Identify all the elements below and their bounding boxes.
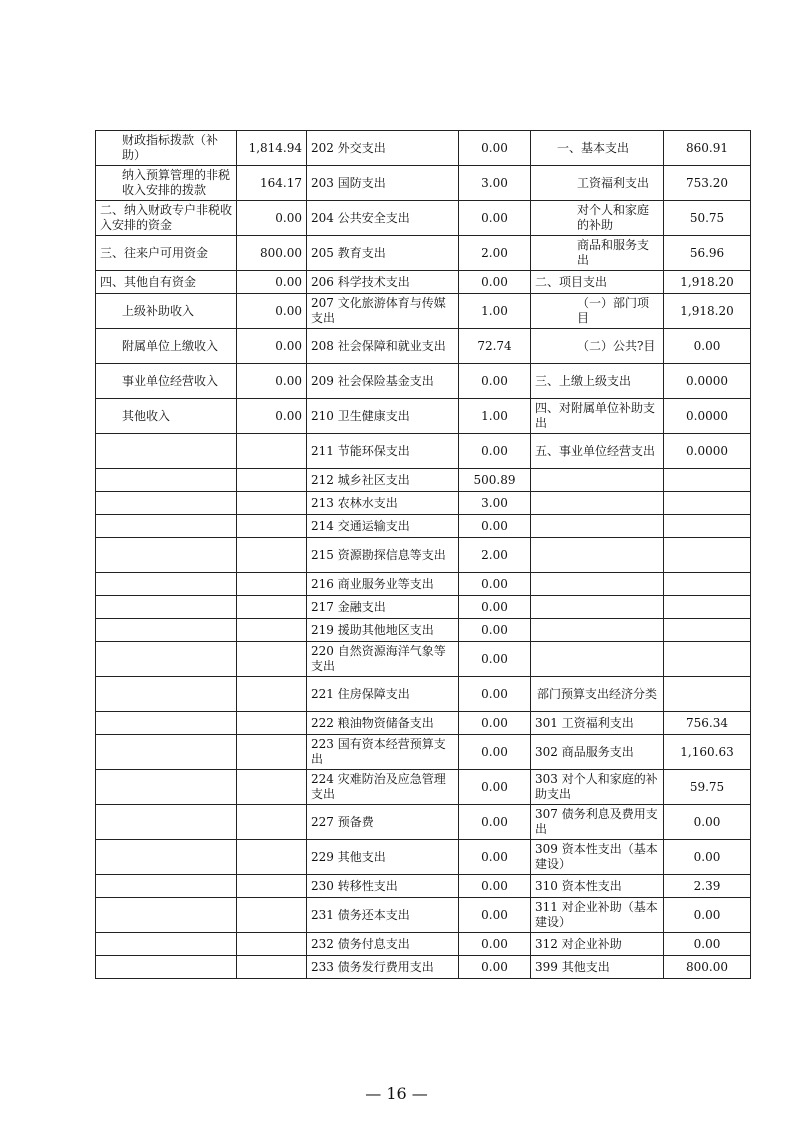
table-cell	[96, 933, 237, 956]
table-cell	[96, 875, 237, 898]
table-cell	[531, 469, 664, 492]
table-cell: 303 对个人和家庭的补助支出	[531, 770, 664, 805]
table-cell	[531, 538, 664, 573]
table-cell: 0.00	[237, 364, 307, 399]
table-cell	[664, 596, 751, 619]
table-cell: 214 交通运输支出	[307, 515, 459, 538]
table-cell	[237, 642, 307, 677]
table-cell	[237, 770, 307, 805]
table-cell	[237, 840, 307, 875]
table-cell: 0.00	[664, 898, 751, 933]
table-cell: 204 公共安全支出	[307, 201, 459, 236]
table-cell	[237, 875, 307, 898]
table-cell	[237, 933, 307, 956]
budget-table	[95, 130, 751, 979]
table-row	[96, 166, 751, 201]
table-cell: 1,918.20	[664, 294, 751, 329]
table-cell	[96, 596, 237, 619]
table-cell: 223 国有资本经营预算支出	[307, 735, 459, 770]
table-row	[96, 294, 751, 329]
table-cell: 800.00	[664, 956, 751, 979]
table-cell: 0.00	[237, 329, 307, 364]
table-row	[96, 131, 751, 166]
table-cell	[96, 840, 237, 875]
table-cell	[664, 619, 751, 642]
table-cell	[237, 434, 307, 469]
table-cell: 0.00	[459, 573, 531, 596]
table-cell	[531, 515, 664, 538]
table-cell	[96, 956, 237, 979]
table-row	[96, 619, 751, 642]
table-cell	[96, 677, 237, 712]
table-cell	[96, 712, 237, 735]
table-cell	[96, 538, 237, 573]
table-cell: 0.00	[459, 898, 531, 933]
table-cell: 1.00	[459, 399, 531, 434]
table-cell: 756.34	[664, 712, 751, 735]
table-cell	[237, 538, 307, 573]
table-cell	[237, 677, 307, 712]
table-cell: 59.75	[664, 770, 751, 805]
table-cell: （一）部门项目	[531, 294, 664, 329]
table-cell: 229 其他支出	[307, 840, 459, 875]
table-row	[96, 642, 751, 677]
table-cell: 307 债务利息及费用支出	[531, 805, 664, 840]
table-cell: 0.00	[459, 131, 531, 166]
table-cell: 399 其他支出	[531, 956, 664, 979]
table-cell	[96, 573, 237, 596]
table-row	[96, 399, 751, 434]
table-cell	[237, 735, 307, 770]
table-cell: 206 科学技术支出	[307, 271, 459, 294]
table-cell: 0.00	[664, 840, 751, 875]
table-cell: 0.00	[459, 956, 531, 979]
table-cell: 753.20	[664, 166, 751, 201]
table-cell: 0.00	[237, 399, 307, 434]
table-cell	[664, 642, 751, 677]
table-cell: 215 资源勘探信息等支出	[307, 538, 459, 573]
table-cell: （二）公共?目	[531, 329, 664, 364]
table-cell: 0.00	[237, 201, 307, 236]
table-cell	[531, 596, 664, 619]
table-row	[96, 956, 751, 979]
table-cell: 500.89	[459, 469, 531, 492]
table-row	[96, 875, 751, 898]
table-row	[96, 933, 751, 956]
table-cell: 219 援助其他地区支出	[307, 619, 459, 642]
table-cell	[96, 515, 237, 538]
table-cell: 232 债务付息支出	[307, 933, 459, 956]
table-cell: 312 对企业补助	[531, 933, 664, 956]
table-row	[96, 840, 751, 875]
table-cell: 230 转移性支出	[307, 875, 459, 898]
table-cell: 0.00	[459, 677, 531, 712]
table-cell: 202 外交支出	[307, 131, 459, 166]
table-row	[96, 515, 751, 538]
table-cell: 164.17	[237, 166, 307, 201]
table-cell: 56.96	[664, 236, 751, 271]
table-cell: 860.91	[664, 131, 751, 166]
table-row	[96, 201, 751, 236]
table-cell: 0.00	[664, 933, 751, 956]
table-cell	[237, 492, 307, 515]
table-cell: 0.00	[459, 201, 531, 236]
table-cell: 233 债务发行费用支出	[307, 956, 459, 979]
table-cell: 0.00	[459, 735, 531, 770]
table-row	[96, 898, 751, 933]
table-row	[96, 364, 751, 399]
table-cell: 212 城乡社区支出	[307, 469, 459, 492]
table-cell: 2.00	[459, 236, 531, 271]
table-cell: 0.00	[459, 642, 531, 677]
table-cell: 事业单位经营收入	[96, 364, 237, 399]
table-cell	[96, 469, 237, 492]
table-row	[96, 469, 751, 492]
table-cell	[664, 573, 751, 596]
table-cell	[237, 573, 307, 596]
table-cell: 0.0000	[664, 399, 751, 434]
table-cell: 2.00	[459, 538, 531, 573]
table-row	[96, 677, 751, 712]
table-cell: 0.00	[664, 805, 751, 840]
table-cell: 301 工资福利支出	[531, 712, 664, 735]
table-cell: 0.00	[459, 875, 531, 898]
table-cell	[664, 538, 751, 573]
table-cell	[237, 469, 307, 492]
table-row	[96, 712, 751, 735]
table-row	[96, 805, 751, 840]
table-cell: 311 对企业补助（基本建设）	[531, 898, 664, 933]
table-cell	[96, 619, 237, 642]
table-cell: 1,814.94	[237, 131, 307, 166]
table-cell: 四、其他自有资金	[96, 271, 237, 294]
table-cell	[237, 596, 307, 619]
table-cell: 0.00	[664, 329, 751, 364]
table-cell: 2.39	[664, 875, 751, 898]
table-cell: 财政指标拨款（补助）	[96, 131, 237, 166]
table-cell	[96, 898, 237, 933]
table-cell: 上级补助收入	[96, 294, 237, 329]
table-cell: 72.74	[459, 329, 531, 364]
table-cell: 0.00	[459, 840, 531, 875]
table-cell: 210 卫生健康支出	[307, 399, 459, 434]
table-cell	[664, 677, 751, 712]
table-row	[96, 492, 751, 515]
table-cell: 0.00	[459, 805, 531, 840]
table-cell: 3.00	[459, 166, 531, 201]
table-cell	[96, 492, 237, 515]
table-cell: 224 灾难防治及应急管理支出	[307, 770, 459, 805]
table-cell: 1.00	[459, 294, 531, 329]
table-cell: 其他收入	[96, 399, 237, 434]
table-cell: 216 商业服务业等支出	[307, 573, 459, 596]
table-cell: 310 资本性支出	[531, 875, 664, 898]
table-cell	[96, 770, 237, 805]
table-cell: 231 债务还本支出	[307, 898, 459, 933]
table-cell: 对个人和家庭的补助	[531, 201, 664, 236]
table-cell: 五、事业单位经营支出	[531, 434, 664, 469]
table-cell: 三、上缴上级支出	[531, 364, 664, 399]
table-cell: 0.0000	[664, 364, 751, 399]
page-number: — 16 —	[365, 1084, 428, 1103]
table-cell	[664, 492, 751, 515]
table-cell: 0.00	[459, 596, 531, 619]
table-cell	[237, 515, 307, 538]
table-cell	[96, 434, 237, 469]
table-cell	[237, 619, 307, 642]
table-cell	[96, 805, 237, 840]
table-cell: 220 自然资源海洋气象等支出	[307, 642, 459, 677]
table-cell: 0.00	[459, 712, 531, 735]
table-row	[96, 735, 751, 770]
table-cell: 附属单位上缴收入	[96, 329, 237, 364]
table-cell: 部门预算支出经济分类	[531, 677, 664, 712]
table-cell: 0.00	[459, 619, 531, 642]
table-row	[96, 770, 751, 805]
table-cell: 309 资本性支出（基本建设）	[531, 840, 664, 875]
table-cell: 217 金融支出	[307, 596, 459, 619]
table-cell: 0.00	[459, 933, 531, 956]
table-cell: 50.75	[664, 201, 751, 236]
table-cell: 0.00	[459, 434, 531, 469]
table-cell: 222 粮油物资储备支出	[307, 712, 459, 735]
table-cell	[96, 735, 237, 770]
table-cell	[664, 515, 751, 538]
table-cell: 205 教育支出	[307, 236, 459, 271]
table-cell: 211 节能环保支出	[307, 434, 459, 469]
table-row	[96, 573, 751, 596]
table-cell: 3.00	[459, 492, 531, 515]
table-cell: 207 文化旅游体育与传媒支出	[307, 294, 459, 329]
table-cell: 1,918.20	[664, 271, 751, 294]
table-cell: 0.00	[459, 515, 531, 538]
table-cell: 302 商品服务支出	[531, 735, 664, 770]
table-cell	[237, 956, 307, 979]
table-row	[96, 236, 751, 271]
table-cell: 0.00	[459, 770, 531, 805]
table-row	[96, 538, 751, 573]
table-cell	[664, 469, 751, 492]
table-row	[96, 271, 751, 294]
table-row	[96, 596, 751, 619]
table-cell: 0.0000	[664, 434, 751, 469]
table-cell	[531, 492, 664, 515]
table-cell: 213 农林水支出	[307, 492, 459, 515]
table-cell	[531, 642, 664, 677]
table-cell	[531, 573, 664, 596]
table-cell: 221 住房保障支出	[307, 677, 459, 712]
table-cell: 商品和服务支出	[531, 236, 664, 271]
table-cell: 203 国防支出	[307, 166, 459, 201]
table-cell: 1,160.63	[664, 735, 751, 770]
table-cell	[237, 805, 307, 840]
table-cell: 二、纳入财政专户非税收入安排的资金	[96, 201, 237, 236]
table-cell	[531, 619, 664, 642]
table-cell: 纳入预算管理的非税收入安排的拨款	[96, 166, 237, 201]
table-cell: 208 社会保障和就业支出	[307, 329, 459, 364]
table-cell	[237, 712, 307, 735]
table-cell: 工资福利支出	[531, 166, 664, 201]
table-cell: 一、基本支出	[531, 131, 664, 166]
table-cell: 三、往来户可用资金	[96, 236, 237, 271]
table-cell: 0.00	[237, 294, 307, 329]
table-cell: 209 社会保险基金支出	[307, 364, 459, 399]
table-cell: 四、对附属单位补助支出	[531, 399, 664, 434]
table-cell	[237, 898, 307, 933]
table-cell: 800.00	[237, 236, 307, 271]
table-cell: 二、项目支出	[531, 271, 664, 294]
table-cell: 0.00	[459, 364, 531, 399]
table-row	[96, 434, 751, 469]
table-cell: 0.00	[459, 271, 531, 294]
table-row	[96, 329, 751, 364]
table-cell: 0.00	[237, 271, 307, 294]
table-cell	[96, 642, 237, 677]
table-cell: 227 预备费	[307, 805, 459, 840]
